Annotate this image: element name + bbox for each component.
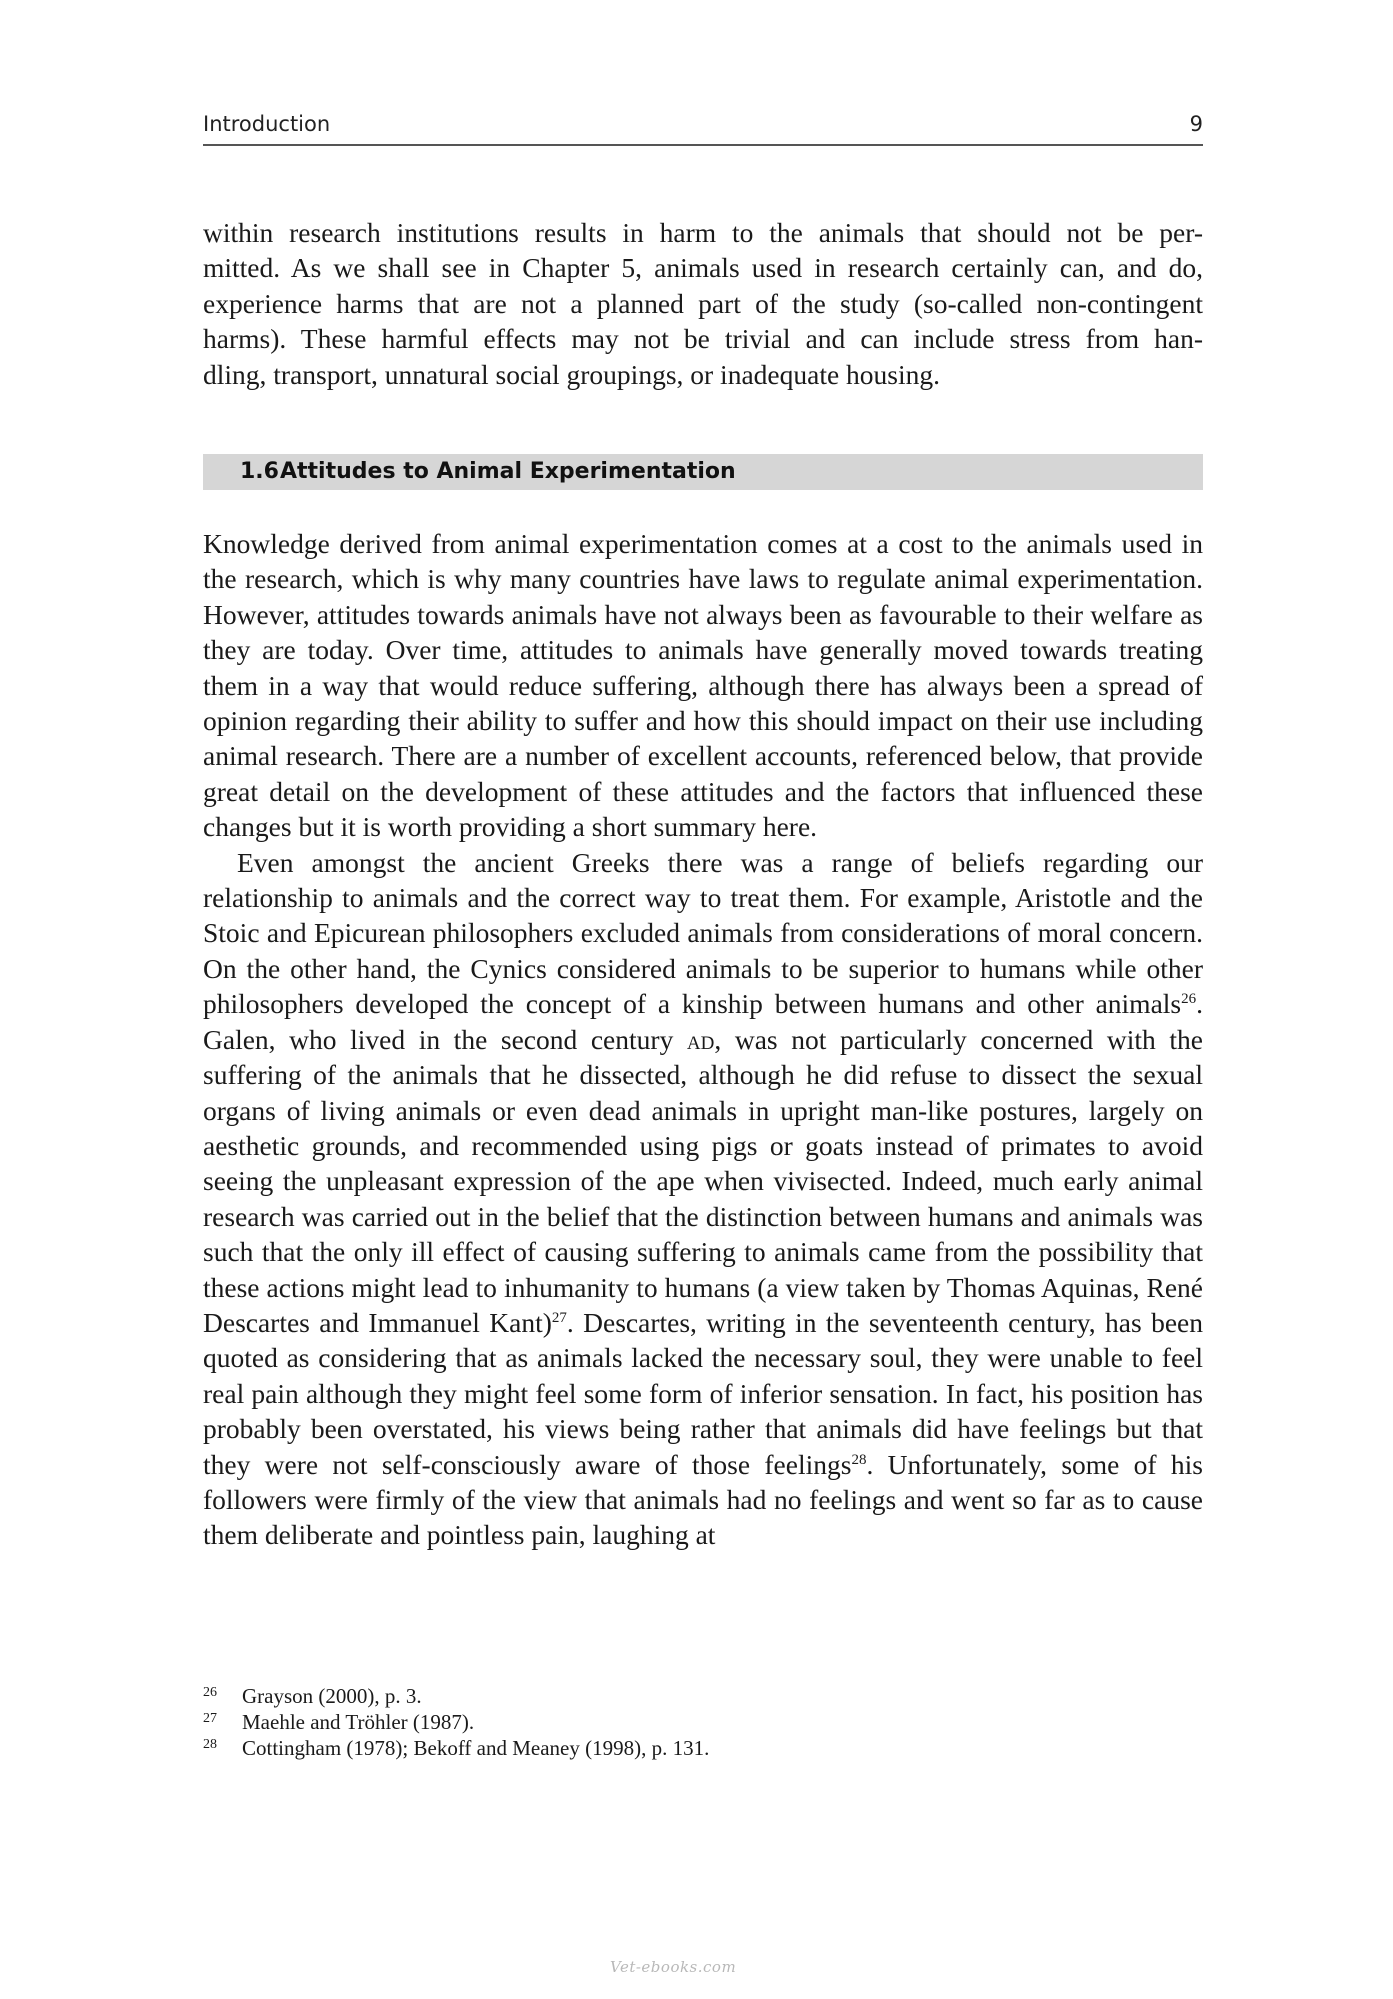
body-text: . Unfortunately, some of his followers were firmly of the view that animals had no feelings and went so far as to cause them deliberate and pointless pain, laughing at	[203, 1448, 1203, 1551]
running-head	[203, 112, 1203, 146]
footnote-ref[interactable]: 26	[1181, 991, 1197, 1008]
body-text: Even amongst the ancient Greeks there was a range of beliefs regarding our relationship to animals and the correct way to treat them. For example, Aristotle and the Stoic and Epicurean philosophers excluded animals from considerations of moral concern. On the other hand, the Cynics considered animals to be superior to humans while other philosophers developed the concept of a kinship between humans and other animals	[203, 846, 1203, 1020]
footnote-ref[interactable]: 28	[851, 1451, 867, 1468]
body-text: . Descartes, writing in the seventeenth century, has been quoted as considering that as animals lacked the necessary soul, they were unable to feel real pain although they might feel some form of inferior sensation. In fact, his position has probably been overstated, his views being rather that animals did have feelings but that they were not self-consciously aware of those feelings	[203, 1306, 1203, 1480]
section-body	[203, 526, 1203, 1553]
section-heading	[203, 454, 1203, 490]
text-line: dling, transport, unnatural social groupings, or inadequate housing.	[203, 358, 941, 390]
watermark-logo: Vet-ebooks.com	[610, 1958, 737, 1976]
section-number: 1.6	[240, 459, 279, 484]
body-paragraph: Knowledge derived from animal experimentation comes at a cost to the animals used in the research, which is why many countries have laws to regulate animal experimentation. However, attitudes towards animals have not always been as favourable to their welfare as they are today. Over time, attitudes to animals have generally moved towards treating them in a way that would reduce suffering, although there has always been a spread of opinion regarding their ability to suffer and how this should impact on their use including animal research. There are a number of excellent accounts, referenced below, that provide great detail on the development of these attitudes and the factors that influenced these changes but it is worth providing a short summary here.	[203, 528, 1203, 843]
footnote-number: 28	[203, 1737, 217, 1752]
text-line: experience harms that are not a planned part of the study (so-called non-contingent	[203, 287, 1203, 319]
section-title: Attitudes to Animal Experimentation	[280, 459, 736, 484]
footnotes	[203, 1683, 1203, 1761]
page-number: 9	[1189, 112, 1203, 136]
text-line: mitted. As we shall see in Chapter 5, animals used in research certainly can, and do,	[203, 252, 1203, 284]
footnote	[203, 1683, 1203, 1709]
footnote	[203, 1735, 1203, 1761]
intro-paragraph	[203, 215, 1203, 392]
text-line: within research institutions results in harm to the animals that should not be per-	[203, 217, 1203, 248]
footnote-text: Cottingham (1978); Bekoff and Meaney (1998), p. 131.	[242, 1736, 710, 1760]
footnote-number: 27	[203, 1711, 217, 1726]
body-paragraph	[203, 845, 1203, 1553]
text-line: harms). These harmful effects may not be trivial and can include stress from han-	[203, 323, 1203, 355]
running-title: Introduction	[203, 112, 331, 136]
footnote-text: Maehle and Tröhler (1987).	[242, 1710, 475, 1734]
era-abbreviation: ad	[686, 1023, 715, 1055]
footnote-ref[interactable]: 27	[551, 1309, 567, 1326]
body-text: . Galen, who lived in the second century	[203, 988, 1203, 1055]
body-text: , was not particularly concerned with the suffering of the animals that he dissected, although he did refuse to dissect the sexual organs of living animals or even dead animals in upright man-like postures, largely on aesthetic grounds, and recommended using pigs or goats instead of primates to avoid seeing the unpleasant expression of the ape when vivisected. Indeed, much early animal research was carried out in the belief that the distinction between humans and animals was such that the only ill effect of causing suffering to animals came from the possibility that these actions might lead to inhumanity to humans (a view taken by Thomas Aquinas, René Descartes and Immanuel Kant)	[203, 1023, 1203, 1338]
footnote-number: 26	[203, 1685, 217, 1700]
footnote-text: Grayson (2000), p. 3.	[242, 1684, 422, 1708]
footnote	[203, 1709, 1203, 1735]
